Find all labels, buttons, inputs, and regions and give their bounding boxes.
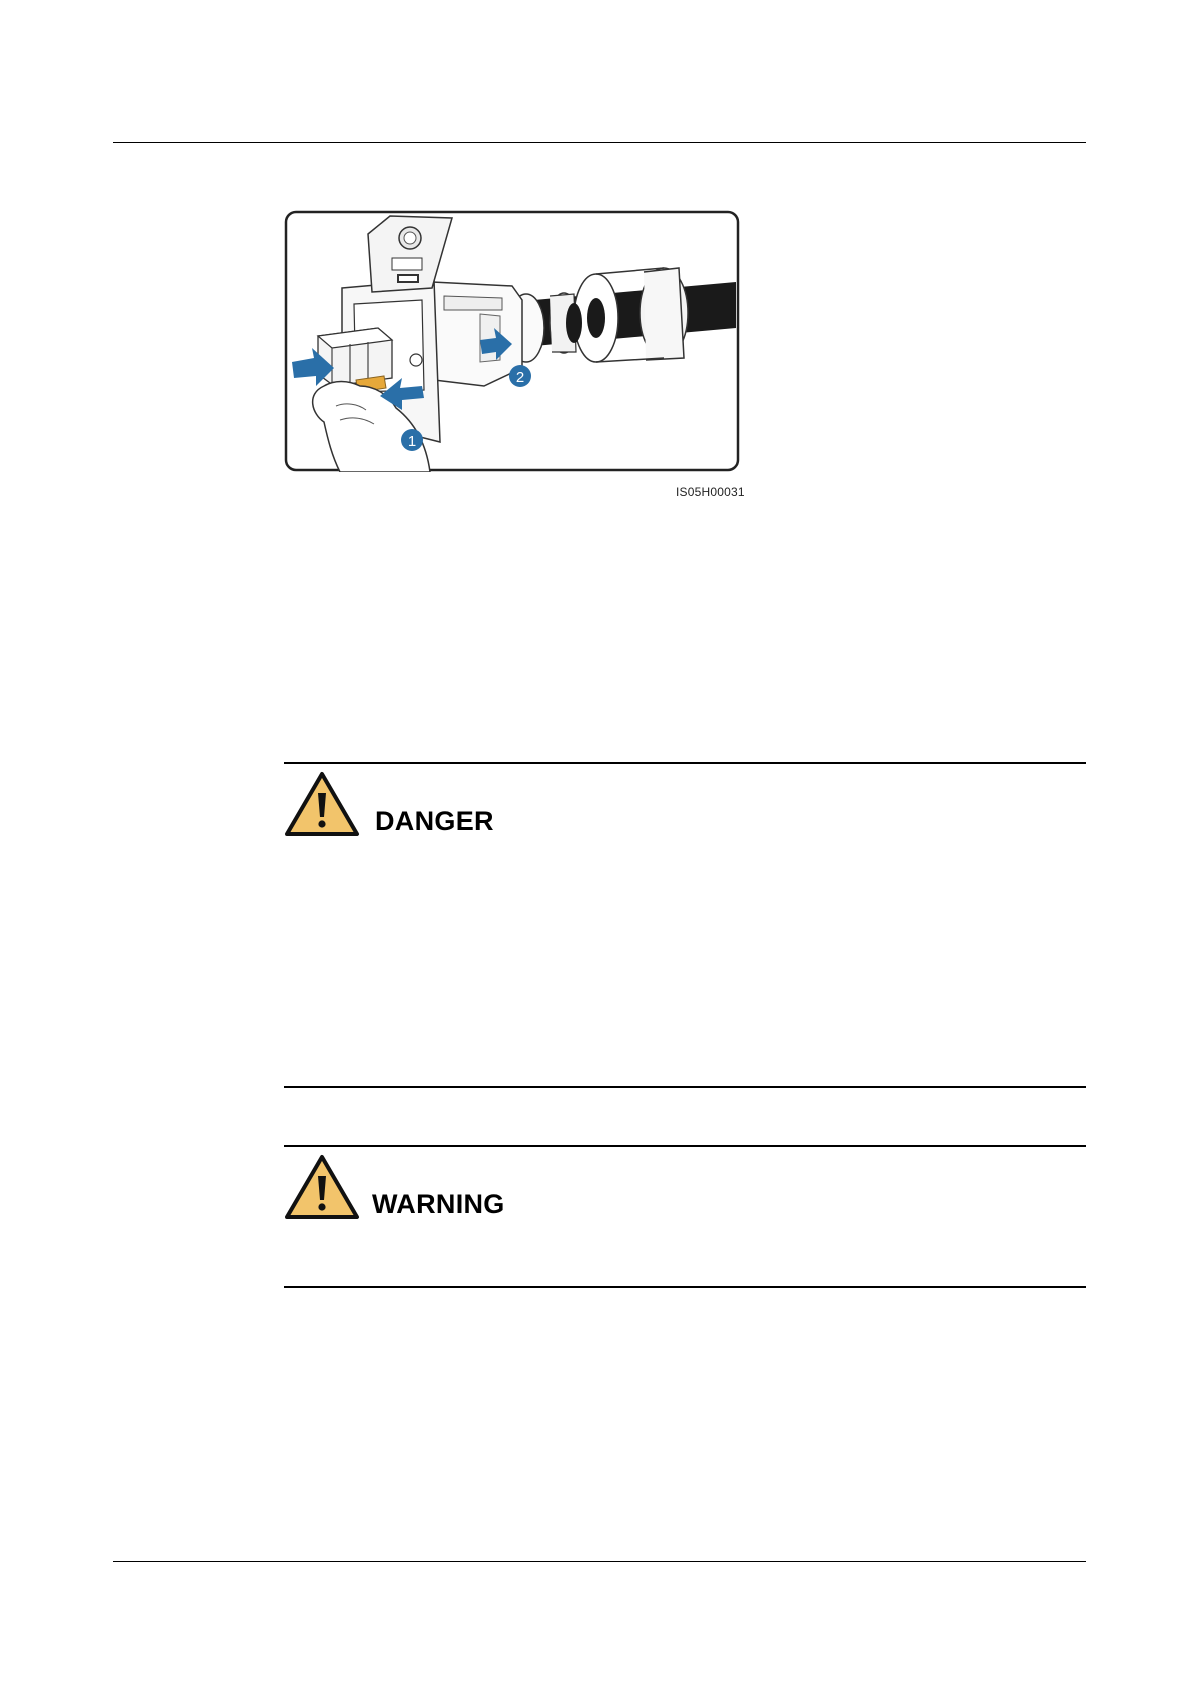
warning-triangle-icon	[284, 1154, 360, 1220]
danger-warning-triangle-icon	[284, 771, 360, 837]
figure-id: IS05H00031	[676, 485, 745, 499]
step-marker-1	[401, 429, 423, 451]
header-rule	[113, 142, 1086, 143]
footer-rule	[113, 1561, 1086, 1562]
warning-label: WARNING	[372, 1189, 505, 1219]
step-label-1: 1	[407, 433, 417, 450]
danger-label: DANGER	[375, 806, 494, 836]
terminal-block	[318, 328, 392, 392]
warning-top-rule	[284, 1145, 1086, 1147]
connector-illustration	[284, 210, 740, 472]
danger-bottom-rule	[284, 1086, 1086, 1088]
step-label-2: 2	[515, 369, 525, 386]
connector-body	[432, 282, 525, 386]
connector-figure	[284, 210, 740, 472]
warning-bottom-rule	[284, 1286, 1086, 1288]
step-marker-2	[509, 365, 531, 387]
danger-top-rule	[284, 762, 1086, 764]
